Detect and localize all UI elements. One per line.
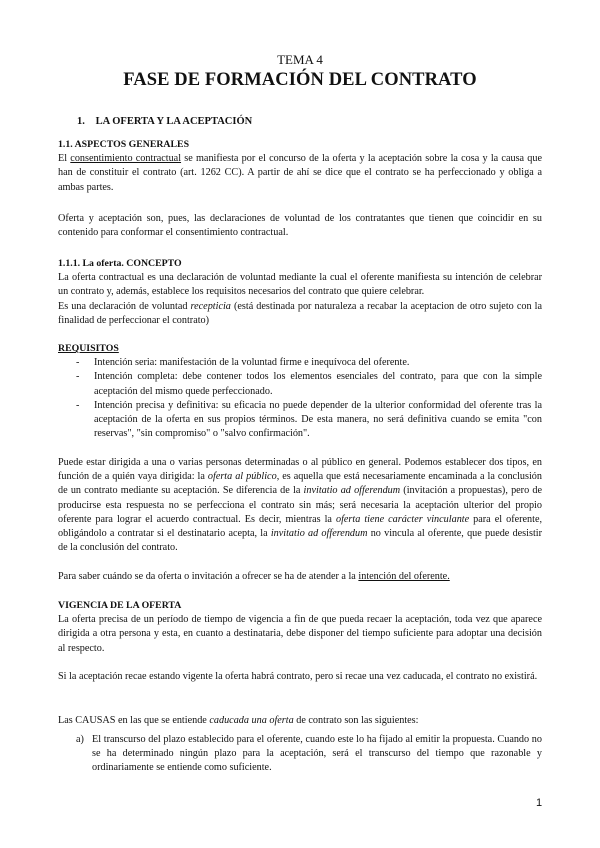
text-run: Para saber cuándo se da oferta o invitación a ofrecer se ha de atender a la — [58, 571, 359, 582]
italic-term: oferta tiene carácter vinculante — [335, 513, 470, 525]
text-run: (está destinada por naturaleza a recabar la aceptacion de otro sujeto con la finalidad de perfeccionar el contrato) — [58, 300, 542, 326]
italic-term: caducada una oferta — [209, 715, 294, 726]
paragraph — [58, 152, 542, 195]
ordered-list — [58, 733, 542, 776]
subsection-heading: VIGENCIA DE LA OFERTA — [58, 600, 182, 611]
text-run: (invitación a propuestas), pero de producirse esta respuesta no se perfecciona el contrato sin más; será necesaria la aceptación ulterior del propio oferente para lograr el acuerdo contractual. Es decir, mientras la — [58, 485, 542, 525]
italic-term: oferta al público — [207, 471, 277, 483]
paragraph — [58, 570, 542, 584]
paragraph — [58, 714, 542, 728]
text-run: Las CAUSAS en las que se entiende — [58, 715, 210, 726]
list-item — [58, 733, 542, 776]
subsection-heading: 1.1.1. La oferta. CONCEPTO — [58, 258, 182, 269]
list-item-text: Intención completa: debe contener todos los elementos esenciales del contrato, para que con la simple aceptación del mismo quede perfeccionado. — [94, 371, 542, 397]
subsection-heading: 1.1. ASPECTOS GENERALES — [58, 139, 190, 150]
paragraph: La oferta precisa de un período de tiempo de vigencia a fin de que pueda recaer la aceptación, toda vez que aparece dirigida a otra persona y esta, en cuanto a destinataria, debe disponer del tiempo suficiente para adoptar una decisión al respecto. — [58, 614, 542, 654]
section-title: LA OFERTA Y LA ACEPTACIÓN — [95, 116, 253, 127]
list-item-text: Intención seria: manifestación de la voluntad firme e inequívoca del oferente. — [94, 357, 410, 369]
section-heading — [77, 116, 252, 127]
text-run: Puede estar dirigida a una o varias personas determinadas o al público en general. Podemos establecer dos tipos, en función de a quién vaya dirigida: la — [58, 457, 542, 483]
vigencia-section — [58, 599, 542, 656]
paragraph: Si la aceptación recae estando vigente la oferta habrá contrato, pero si recae una vez caducada, el contrato no existirá. — [58, 671, 538, 682]
list-marker: a) — [76, 734, 84, 745]
underlined-term: consentimiento contractual — [70, 153, 182, 165]
text-run: se manifiesta por el concurso de la oferta y la aceptación sobre la cosa y la causa que han de constituir el contrato (art. 1262 CC). A partir de ahí se dice que el contrato se ha perfeccionado y obliga a ambas partes. — [58, 153, 543, 193]
document-title: FASE DE FORMACIÓN DEL CONTRATO — [123, 70, 477, 90]
text-run: El — [58, 153, 71, 165]
bullet-dash: - — [76, 357, 80, 369]
subsection-heading: REQUISITOS — [58, 343, 119, 354]
italic-term: recepticia — [190, 300, 231, 312]
section-number: 1. — [77, 116, 85, 127]
page-number: 1 — [536, 797, 543, 809]
text-run: de contrato son las siguientes: — [293, 715, 419, 726]
requisitos-section — [58, 342, 542, 441]
paragraph — [58, 456, 542, 555]
paragraph: Oferta y aceptación son, pues, las declaraciones de voluntad de los contratantes que tienen que coincidir en su contenido para conformar el consentimiento contractual. — [58, 213, 542, 239]
bullet-dash: - — [76, 399, 80, 411]
paragraph — [58, 300, 542, 328]
underlined-term: intención del oferente. — [358, 571, 450, 582]
list-item — [58, 370, 542, 398]
paragraph: La oferta contractual es una declaración de voluntad mediante la cual el oferente manifiesta su intención de celebrar un contrato y, además, establece los requisitos necesarios del contrato que quiere celebrar. — [58, 272, 542, 298]
italic-term: invitatio ad offerendum — [270, 528, 368, 540]
italic-term: invitatio ad offerendum — [303, 485, 401, 497]
text-run: para el oferente, obligándolo a contratar si el destinatario acepta, la — [58, 513, 543, 540]
text-run: , es aquella que está necesariamente encaminada a la conclusión de un contrato mediante su aceptación. Se diferencia de la — [58, 471, 542, 497]
concepto-section — [58, 257, 542, 328]
text-run: no vincula al oferente, que puede desistir de la conclusión del contrato. — [58, 528, 542, 554]
list-item-text: El transcurso del plazo establecido para el oferente, cuando este lo ha fijado al emitir la propuesta. Cuando no se ha determinado ningún plazo para la aceptación, será el transcurso del tiempo que razonable y ordinariamente se entiende como suficiente. — [92, 734, 542, 774]
bullet-dash: - — [76, 371, 80, 383]
chapter-label: TEMA 4 — [277, 52, 323, 67]
text-run: Es una declaración de voluntad — [58, 300, 191, 312]
list-item-text: Intención precisa y definitiva: su eficacia no puede depender de la ulterior conformidad del oferente tras la aceptación de la oferta en sus propios términos. De esta manera, no será definitiva cuando se emita "con reservas", "sin compromiso" o "salvo confirmación". — [94, 399, 542, 440]
list-item — [58, 399, 542, 442]
aspectos-generales-section — [58, 138, 542, 195]
list-item — [58, 356, 542, 370]
